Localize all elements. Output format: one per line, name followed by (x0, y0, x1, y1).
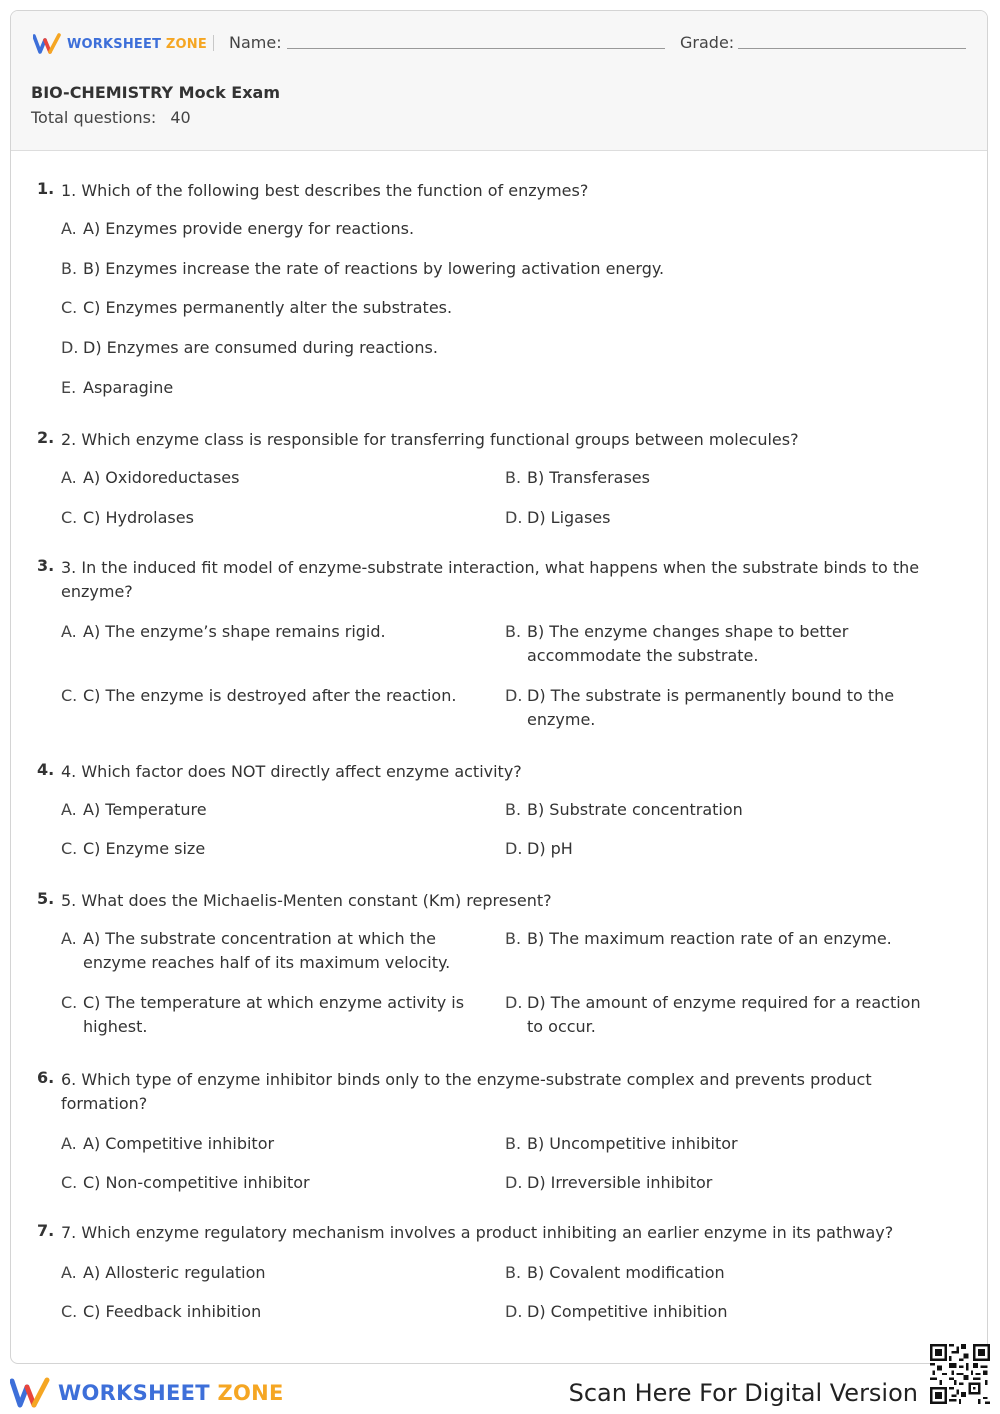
option-letter: B. (505, 1263, 522, 1282)
option-text: A) Competitive inhibitor (83, 1134, 275, 1153)
option-text: A) The enzyme’s shape remains rigid. (83, 622, 386, 641)
footer-logo-w-icon (10, 1377, 52, 1409)
worksheet-sheet (10, 10, 988, 1364)
question-text: 7. Which enzyme regulatory mechanism involves a product inhibiting an earlier enzyme in its pathway? (61, 1223, 894, 1242)
option-a[interactable] (61, 217, 941, 241)
logo-w-icon (33, 33, 63, 55)
option-text: A) Temperature (83, 800, 207, 819)
worksheet-header (11, 11, 987, 151)
option-text: C) The enzyme is destroyed after the reaction. (83, 686, 457, 705)
option-text: C) The temperature at which enzyme activity is highest. (83, 993, 465, 1036)
option-letter: D. (505, 993, 523, 1012)
option-c[interactable] (61, 837, 481, 861)
option-text: B) The maximum reaction rate of an enzyme. (527, 929, 892, 948)
option-a[interactable] (61, 1261, 481, 1285)
option-letter: A. (61, 1263, 77, 1282)
option-text: B) The enzyme changes shape to better accommodate the substrate. (527, 622, 849, 665)
option-text: C) Feedback inhibition (83, 1302, 262, 1321)
option-letter: A. (61, 1134, 77, 1153)
option-text: A) The substrate concentration at which the enzyme reaches half of its maximum velocity. (83, 929, 451, 972)
option-text: D) Ligases (527, 508, 611, 527)
header-divider (213, 35, 214, 51)
option-e[interactable] (61, 376, 941, 400)
option-letter: C. (61, 686, 78, 705)
option-d[interactable] (505, 991, 941, 1039)
question-number: 7. (37, 1221, 55, 1240)
question-number: 6. (37, 1068, 55, 1087)
option-text: D) Competitive inhibition (527, 1302, 728, 1321)
total-questions (31, 108, 191, 127)
option-letter: B. (61, 259, 78, 278)
option-text: D) Irreversible inhibitor (527, 1173, 713, 1192)
option-text: B) Transferases (527, 468, 650, 487)
option-d[interactable] (505, 1171, 941, 1195)
footer-logo-word-worksheet: WORKSHEET (58, 1381, 210, 1405)
option-text: B) Substrate concentration (527, 800, 743, 819)
option-text: A) Enzymes provide energy for reactions. (83, 219, 415, 238)
footer-logo-word-zone: ZONE (217, 1381, 284, 1405)
qr-code-icon[interactable] (930, 1344, 990, 1404)
option-text: B) Uncompetitive inhibitor (527, 1134, 738, 1153)
option-letter: B. (505, 622, 522, 641)
option-letter: A. (61, 929, 77, 948)
logo-wordmark (67, 37, 207, 52)
option-letter: B. (505, 800, 522, 819)
option-b[interactable] (505, 620, 905, 668)
option-text: C) Non-competitive inhibitor (83, 1173, 310, 1192)
total-questions-value: 40 (170, 108, 191, 127)
option-letter: D. (505, 508, 523, 527)
question-number: 2. (37, 428, 55, 447)
question-text: 1. Which of the following best describes the function of enzymes? (61, 181, 589, 200)
question-number: 1. (37, 179, 55, 198)
option-b[interactable] (61, 257, 941, 281)
option-d[interactable] (505, 506, 941, 530)
option-letter: A. (61, 219, 77, 238)
option-letter: D. (505, 686, 523, 705)
logo-word-zone: ZONE (165, 36, 207, 52)
name-field[interactable] (287, 48, 665, 49)
grade-label: Grade: (680, 33, 735, 52)
worksheetzone-logo[interactable] (33, 33, 207, 55)
option-text: C) Enzymes permanently alter the substrates. (83, 298, 453, 317)
option-c[interactable] (61, 684, 481, 708)
option-letter: B. (505, 1134, 522, 1153)
question-text: 2. Which enzyme class is responsible for transferring functional groups between molecules? (61, 430, 799, 449)
question-text: 4. Which factor does NOT directly affect enzyme activity? (61, 762, 522, 781)
option-d[interactable] (61, 336, 941, 360)
option-text: D) pH (527, 839, 573, 858)
option-letter: D. (505, 1173, 523, 1192)
option-b[interactable] (505, 798, 941, 822)
option-text: A) Oxidoreductases (83, 468, 240, 487)
question-number: 4. (37, 760, 55, 779)
grade-field[interactable] (738, 48, 966, 49)
option-b[interactable] (505, 1132, 941, 1156)
scan-instruction: Scan Here For Digital Version (568, 1379, 918, 1407)
option-text: B) Covalent modification (527, 1263, 725, 1282)
option-letter: E. (61, 378, 77, 397)
total-questions-label: Total questions: (31, 108, 157, 127)
option-b[interactable] (505, 1261, 941, 1285)
option-a[interactable] (61, 466, 481, 490)
option-d[interactable] (505, 684, 925, 732)
option-text: D) The amount of enzyme required for a reaction to occur. (527, 993, 921, 1036)
option-letter: C. (61, 839, 78, 858)
option-a[interactable] (61, 1132, 481, 1156)
option-letter: C. (61, 1173, 78, 1192)
option-letter: D. (505, 839, 523, 858)
option-a[interactable] (61, 620, 481, 644)
name-label: Name: (229, 33, 282, 52)
option-a[interactable] (61, 798, 481, 822)
option-letter: B. (505, 929, 522, 948)
option-b[interactable] (505, 927, 941, 951)
option-letter: C. (61, 298, 78, 317)
question-text: 3. In the induced fit model of enzyme-substrate interaction, what happens when the substrate binds to the enzyme? (61, 558, 920, 601)
option-b[interactable] (505, 466, 941, 490)
option-c[interactable] (61, 1171, 481, 1195)
option-d[interactable] (505, 1300, 941, 1324)
option-text: D) Enzymes are consumed during reactions. (83, 338, 438, 357)
logo-word-worksheet: WORKSHEET (67, 36, 162, 52)
option-a[interactable] (61, 927, 461, 975)
option-letter: D. (61, 338, 79, 357)
option-letter: A. (61, 468, 77, 487)
question-number: 3. (37, 556, 55, 575)
option-letter: D. (505, 1302, 523, 1321)
option-c[interactable] (61, 506, 481, 530)
exam-title: BIO-CHEMISTRY Mock Exam (31, 83, 280, 102)
option-d[interactable] (505, 837, 941, 861)
option-c[interactable] (61, 296, 941, 320)
question-text: 6. Which type of enzyme inhibitor binds only to the enzyme-substrate complex and prevents product formation? (61, 1070, 872, 1113)
option-c[interactable] (61, 991, 481, 1039)
footer-logo-wordmark (58, 1381, 284, 1405)
option-text: D) The substrate is permanently bound to the enzyme. (527, 686, 895, 729)
option-text: C) Hydrolases (83, 508, 194, 527)
option-text: C) Enzyme size (83, 839, 206, 858)
option-letter: C. (61, 993, 78, 1012)
option-letter: C. (61, 1302, 78, 1321)
option-text: B) Enzymes increase the rate of reactions by lowering activation energy. (83, 259, 665, 278)
option-letter: A. (61, 800, 77, 819)
option-letter: A. (61, 622, 77, 641)
option-text: A) Allosteric regulation (83, 1263, 266, 1282)
option-text: Asparagine (83, 378, 174, 397)
option-letter: B. (505, 468, 522, 487)
option-letter: C. (61, 508, 78, 527)
question-number: 5. (37, 889, 55, 908)
option-c[interactable] (61, 1300, 481, 1324)
question-text: 5. What does the Michaelis-Menten constant (Km) represent? (61, 891, 552, 910)
footer-worksheetzone-logo[interactable] (10, 1376, 284, 1410)
